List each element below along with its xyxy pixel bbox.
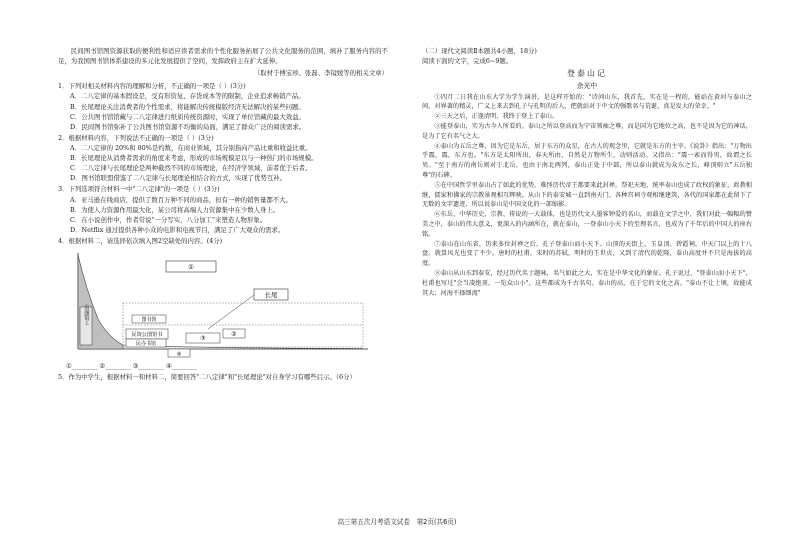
box-3-label: ③ bbox=[200, 335, 206, 343]
section-heading: （二）现代文阅读Ⅱ本题共4小题，18分) bbox=[422, 47, 537, 55]
question-1-stem: 1．下列对相关材料内容的理解和分析，不正确的一项是（ ）(3分) bbox=[58, 82, 246, 91]
question-3-option-a: A．亚马逊在线商店，提供了数百万种不同的商品，但有一种的销售量都不大。 bbox=[70, 195, 292, 204]
vertical-box-label: 公图馆工 bbox=[83, 304, 89, 326]
question-4-stem: 4．根据材料二，请选择依次填入图2空缺处的内容。(4分) bbox=[58, 236, 223, 245]
low-box-2-label: 民办书馆 bbox=[135, 341, 157, 348]
question-5-stem: 5．作为中学生，根据材料一和材料二，简要回答"二八定律"和"长尾理论"对自身学习有哪些启示。（6分） bbox=[58, 373, 356, 382]
question-2-option-d: D．图书馆联盟借鉴了二八定律与长尾理论相结合的方式，实现了优势互补。 bbox=[70, 174, 287, 183]
question-3-stem: 3．下列选项符合材料一中"二八定律"的一项是（ ）(3分) bbox=[58, 185, 220, 194]
paragraph-7: ⑦泰山在山东省，历来多位封禅之后，孔子登泰山而小天下。山顶的天街上，玉皇顶、碧霞祠，中天门以上的十八盘。就算风光也变了不少。唐时的杜甫，宋时的苏轼，明时的王世贞，又到了清代的乾隆，泰山高度并不只是海拔的高度。 bbox=[422, 240, 752, 268]
question-1-option-c: C．公共图书馆馆藏与二八定律进行纸质传统资源时，实现了单位馆藏的最大效益。 bbox=[70, 112, 305, 121]
paragraph-3: ③能登泰山，实为古今人所看的。泰山之所以登高而为宁宙领袖之尊，而是国为它地位之高，也不是因为它的神话，是为了它有名气之大。 bbox=[422, 122, 752, 140]
source-citation: （取材于傅宝珍、张磊、李镜媛等的相关文章） bbox=[253, 69, 388, 78]
question-3-option-b: B．为使人力资源作用最大化，某公司将高端人力资源集中在少数人身上。 bbox=[70, 205, 280, 214]
paragraph-5: ⑤在中国哲学里泰山占了如此的优势，难怪历代帝王都要来此封禅，祭祀天地，统率泰山也成了政权的象征，政教相继，儒家和佛家的宗教景观相互辉映。从山下的泰安城一直到南天门，各种宫祠寺观相继建筑，各代的国家都在此留下了无数的文字遗迹，所以说泰山是中国文化的一部缩影。 bbox=[422, 181, 752, 209]
long-tail-diagram bbox=[68, 249, 378, 359]
article-author: 余光中 bbox=[576, 81, 598, 90]
low-box-1-label: 民资公图馆书 bbox=[131, 332, 163, 339]
long-tail-svg bbox=[68, 249, 378, 359]
paragraph-1: ①四月二日我在山东大学为学生演讲，是这样开始的："诗问山东，我首先，实在是一程的，能站在黄河与泰山之间，对界著的精灵，广义上来去到孔子与孔明的后人，把就站对于中文的强歌名与荒诞，真是发大的荣幸。" bbox=[422, 93, 752, 111]
question-1-option-a: A．二八定律的基本假设是，受有形资复、存货成本等的限制，企业追求畅销产品。 bbox=[70, 92, 305, 101]
intro-paragraph: 民间图书馆图资源获取的便利性和适应读者需求的个性化服务拓展了公共文化服务的范围，填补了服务内容的不足，为我国图书馆体系建设的多元化发展提供了空间，发挥政府主在扩大延伸。 bbox=[58, 47, 388, 66]
question-2-option-b: B．长尾理论从消费者需求的角度来考虑，形成的市场规模足以与一种热门的市场规模。 bbox=[70, 154, 318, 163]
question-2-option-c: C．二八定律与长尾理论是两种截然不同的市场理论，在经济学领域，前者优于后者。 bbox=[70, 164, 312, 173]
section-instruction: 阅读下面的文字，完成6~9题。 bbox=[422, 57, 513, 66]
box-4-label: ④ bbox=[176, 351, 182, 358]
question-2-stem: 2．根据材料内容，下列说法不正确的一项是（ ）(3分) bbox=[58, 133, 214, 142]
paragraph-8: ⑧泰山从山东到泰安，经过历代名士题咏，名气如此之大，实在是中华文化的象征。孔子说过，"登泰山而小天下"，杜甫也写过"会当凌绝顶，一览众山小"，这些都成为千古名句。泰山的高，在于它的文化之高。"泰山不让土壤，故能成其大；河海不择细流" bbox=[422, 269, 752, 297]
question-3-option-c: C．在小说创作中，作者常说"一分写实，八分加工"来塑造人物形象。 bbox=[70, 215, 267, 224]
question-1-option-d: D．民间图书馆弥补了公共图书馆资源不均衡的局面，满足了群众广泛的阅读需求。 bbox=[70, 122, 306, 131]
left-column bbox=[58, 46, 388, 382]
question-3-option-d: D．Netflix 通过提供各种小众的电影和电视节目，满足了广大观众的需求。 bbox=[70, 225, 285, 234]
question-1-option-b: B．长尾理论关注消费者的个性需求，将能解决传统模版经济无法解决的某些问题。 bbox=[70, 102, 305, 111]
library-box-label: 图书馆 bbox=[141, 317, 157, 324]
paragraph-4: ④泰山为五岳之尊，因为它是东岳，居于东方的众星，在古人的观念里，它就是东方的主宰。《说卦》指出："万物出乎震，震，东方也。"东方是太阳所出，春天所由，自然是万物所生，动则活动。又指出："震一索而得男，故谓之长男。"至于南方的南岳则对于北岳，也由于南北两列，泰山正处于中部，所以泰山就成为众东之长，峰顶则立"五岳独尊"的石碑。 bbox=[422, 142, 752, 179]
article-title: 登泰山记 bbox=[567, 69, 607, 79]
right-column bbox=[422, 46, 752, 298]
box-2-label: ② bbox=[231, 331, 237, 339]
paragraph-6: ⑥东岳，中华历史，宗教、传说的一大载体，也是历代文人墨客钟爱的名山，而载在文学之中，我们对此一幅幅的赞美之中，泰山的伟大意义，更深入的内涵所在，就在泰山，一登泰山小天下的至理名言，也成为了千年后的中国人的座右铭。 bbox=[422, 211, 752, 238]
box-1-label: ① bbox=[188, 263, 194, 272]
question-2-option-a: A．二八定律的 20%和 80%是约数，在商业领域，其分别指向产品比重和收益比重。 bbox=[70, 143, 312, 152]
long-tail-label: 长尾 bbox=[264, 291, 278, 300]
paragraph-2: ②三天之后，正逢清明，我终于登上了泰山。 bbox=[434, 113, 559, 121]
page-footer: 高三第五次月考语文试卷 第2页(共6页) bbox=[337, 518, 457, 526]
question-4-answer-blanks: ①________ ②________ ③________ ④________ bbox=[66, 362, 198, 371]
long-tail-pointer bbox=[208, 295, 254, 329]
